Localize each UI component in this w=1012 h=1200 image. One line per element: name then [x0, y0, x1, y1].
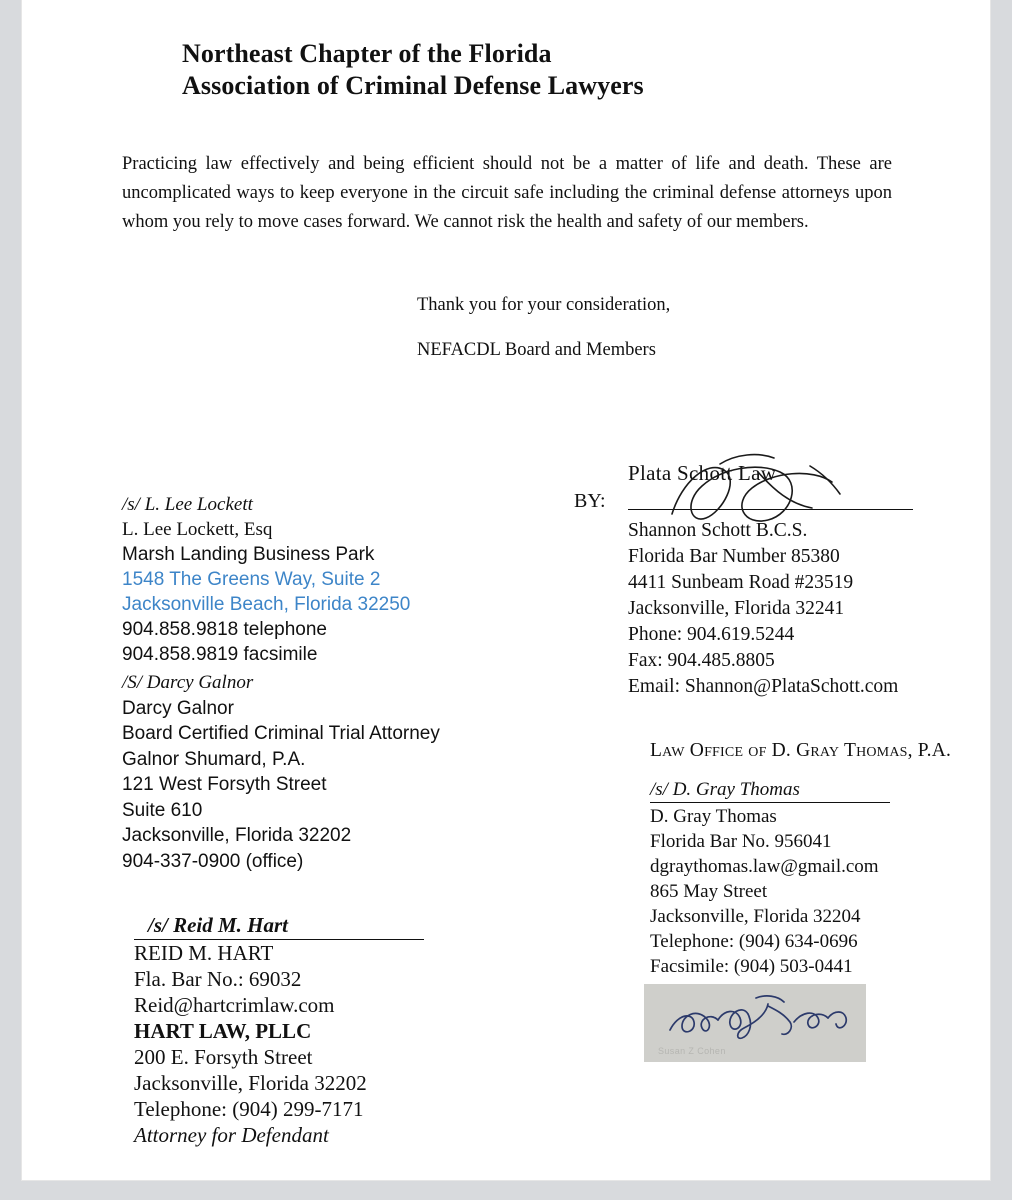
hart-bar: Fla. Bar No.: 69032: [134, 967, 302, 991]
lockett-name: L. Lee Lockett, Esq: [122, 519, 273, 540]
hart-signature: /s/ Reid M. Hart: [134, 912, 424, 940]
hart-role: Attorney for Defendant: [134, 1123, 329, 1147]
galnor-name: Darcy Galnor: [122, 697, 234, 719]
schott-bar: Florida Bar Number 85380: [628, 546, 840, 567]
schott-firm: Plata Schott Law: [628, 461, 777, 485]
hart-phone: Telephone: (904) 299-7171: [134, 1097, 364, 1121]
scanned-signature-image: [644, 984, 866, 1062]
galnor-address-3: Jacksonville, Florida 32202: [122, 825, 352, 846]
signature-block-thomas: [650, 738, 951, 979]
schott-phone: Phone: 904.619.5244: [628, 624, 795, 645]
letterhead-line-2: Association of Criminal Defense Lawyers: [182, 71, 644, 100]
galnor-title: Board Certified Criminal Trial Attorney: [122, 723, 440, 744]
closing-signer: NEFACDL Board and Members: [417, 340, 656, 360]
thomas-name: D. Gray Thomas: [650, 806, 777, 827]
thomas-address-1: 865 May Street: [650, 881, 768, 902]
hart-firm: HART LAW, PLLC: [134, 1019, 312, 1043]
schott-signature-line: [628, 509, 913, 510]
lockett-org: Marsh Landing Business Park: [122, 544, 375, 565]
schott-by-row: [574, 488, 898, 518]
closing-line: Thank you for your consideration,: [417, 295, 671, 315]
signature-block-hart: [134, 912, 424, 1148]
galnor-signature: /S/ Darcy Galnor: [122, 672, 254, 693]
thomas-office: Law Office of D. Gray Thomas, P.A.: [650, 740, 952, 761]
lockett-address-1[interactable]: 1548 The Greens Way, Suite 2: [122, 569, 381, 590]
letterhead-line-1: Northeast Chapter of the Florida: [182, 39, 552, 68]
scan-caption: Susan Z Cohen: [658, 1046, 726, 1056]
galnor-phone: 904-337-0900 (office): [122, 850, 304, 872]
signature-block-lockett: [122, 492, 410, 667]
lockett-address-2[interactable]: Jacksonville Beach, Florida 32250: [122, 594, 411, 615]
hart-name: REID M. HART: [134, 941, 274, 965]
galnor-address-1: 121 West Forsyth Street: [122, 774, 327, 795]
thomas-phone: Telephone: (904) 634-0696: [650, 931, 858, 952]
schott-address-2: Jacksonville, Florida 32241: [628, 598, 845, 619]
hart-address-2: Jacksonville, Florida 32202: [134, 1071, 367, 1095]
thomas-fax: Facsimile: (904) 503-0441: [650, 956, 853, 977]
letterhead: [182, 38, 882, 102]
document-page: [22, 0, 990, 1180]
lockett-fax: 904.858.9819 facsimile: [122, 644, 318, 665]
thomas-email[interactable]: dgraythomas.law@gmail.com: [650, 856, 879, 877]
thomas-signature: /s/ D. Gray Thomas: [650, 777, 890, 803]
galnor-address-2: Suite 610: [122, 799, 203, 821]
thomas-bar: Florida Bar No. 956041: [650, 831, 832, 852]
thomas-address-2: Jacksonville, Florida 32204: [650, 906, 861, 927]
signature-block-galnor: [122, 670, 440, 874]
schott-fax: Fax: 904.485.8805: [628, 650, 775, 671]
signature-block-schott: [574, 460, 899, 700]
body-paragraph: Practicing law effectively and being efficient should not be a matter of life and death. These are uncomplicated ways to keep everyone in the circuit safe including the criminal defense attorneys upon whom you rely to move cases forward. We cannot risk the health and safety of our members.: [122, 154, 892, 232]
hart-email[interactable]: Reid@hartcrimlaw.com: [134, 993, 335, 1017]
schott-by-label: BY:: [574, 490, 606, 512]
lockett-phone: 904.858.9818 telephone: [122, 619, 327, 640]
schott-email[interactable]: Email: Shannon@PlataSchott.com: [628, 676, 899, 697]
galnor-firm: Galnor Shumard, P.A.: [122, 748, 306, 770]
schott-name: Shannon Schott B.C.S.: [628, 520, 808, 541]
lockett-signature: /s/ L. Lee Lockett: [122, 494, 253, 515]
hart-address-1: 200 E. Forsyth Street: [134, 1045, 313, 1069]
schott-address-1: 4411 Sunbeam Road #23519: [628, 572, 854, 593]
